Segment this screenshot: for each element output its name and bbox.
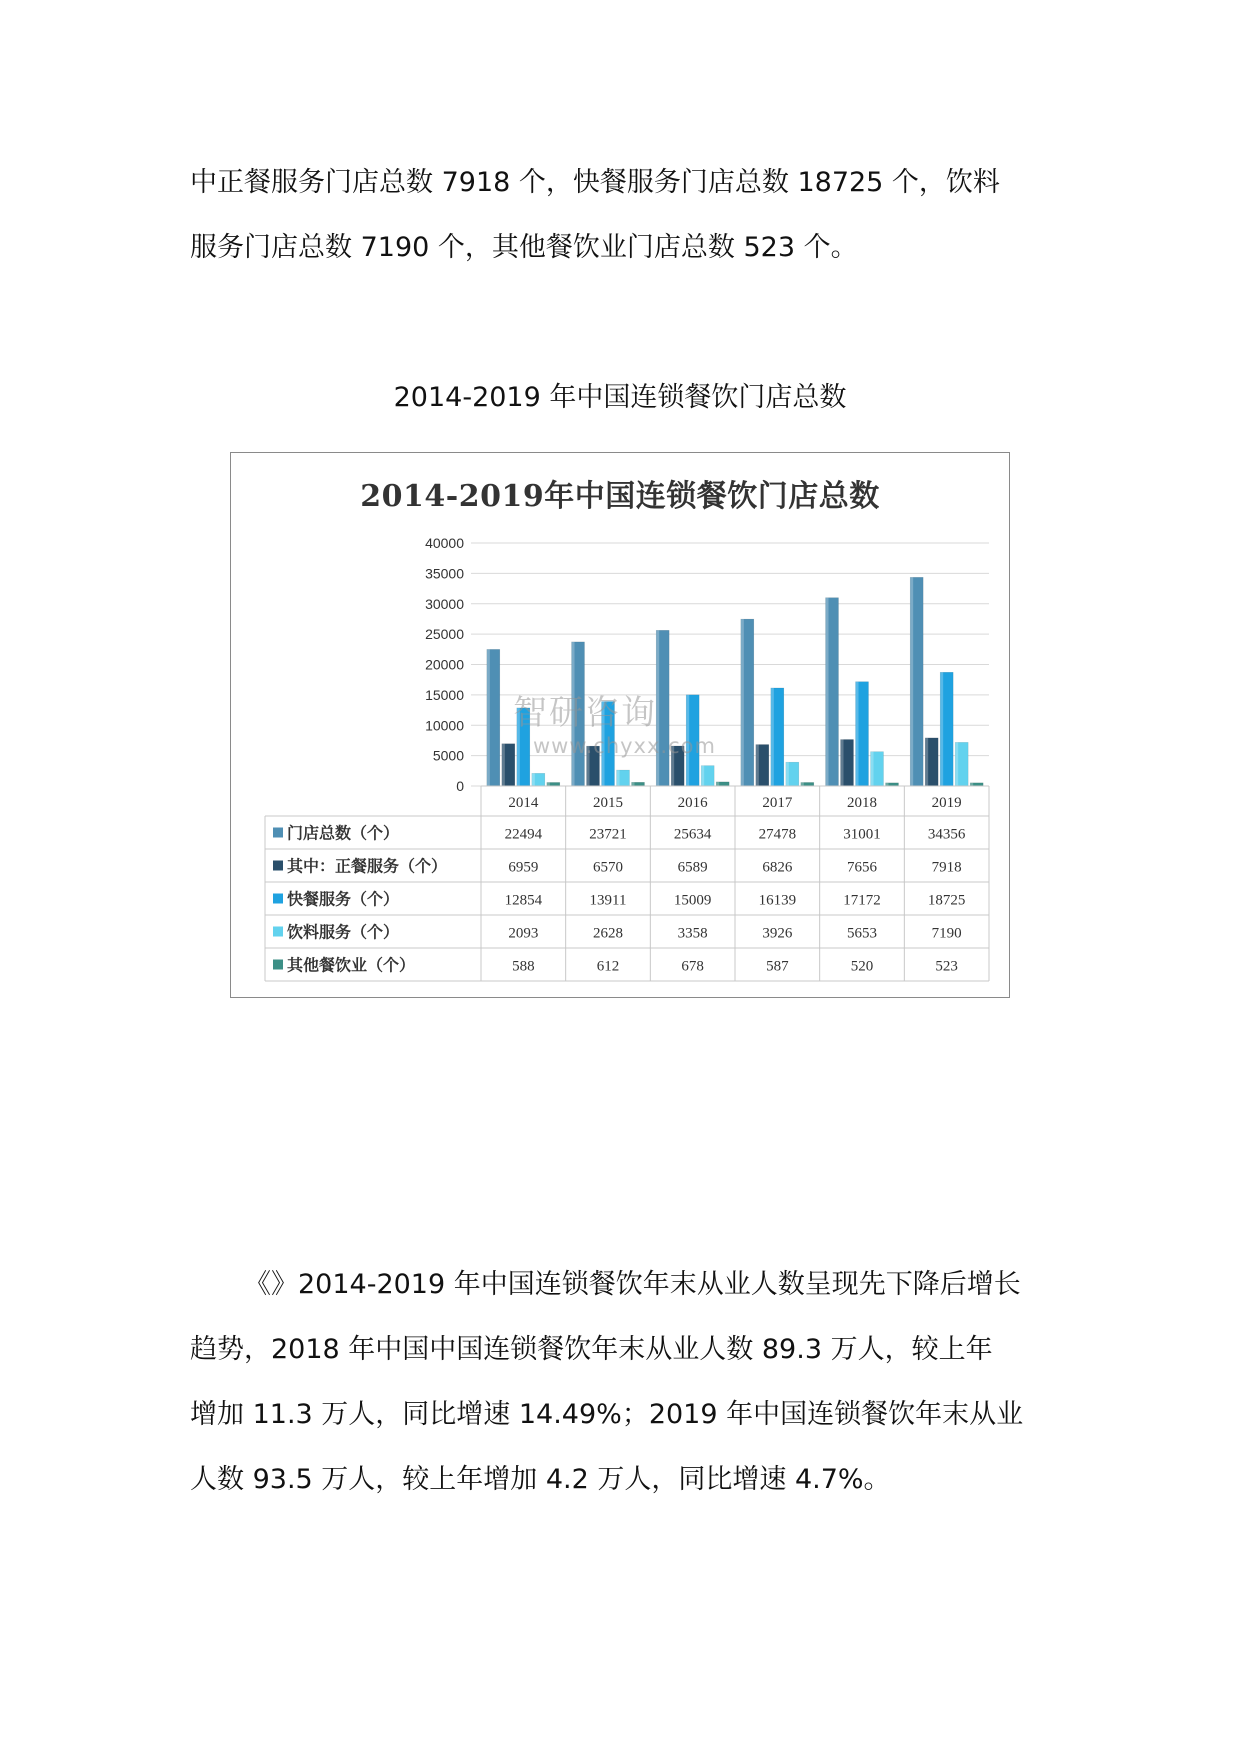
data-label: 5653 — [847, 925, 877, 942]
data-label: 523 — [935, 958, 958, 975]
paragraph-2 — [190, 1252, 1060, 1512]
y-tick-label: 5000 — [432, 747, 464, 764]
legend-key — [273, 960, 283, 970]
data-label: 22494 — [504, 826, 543, 843]
y-tick-label: 10000 — [425, 717, 464, 734]
data-label: 12854 — [504, 892, 543, 909]
data-label: 3358 — [677, 925, 708, 942]
x-tick-label: 2019 — [931, 795, 962, 811]
bar-highlight — [502, 744, 505, 786]
bar-highlight — [826, 598, 829, 786]
data-label: 23721 — [589, 826, 627, 843]
watermark-url: www.chyxx.com — [533, 734, 716, 758]
data-label: 13911 — [589, 892, 627, 909]
bar-highlight — [910, 577, 913, 786]
y-tick-label: 15000 — [425, 686, 464, 703]
data-label: 2628 — [593, 925, 623, 942]
bar-highlight — [856, 682, 859, 786]
data-label: 27478 — [758, 826, 797, 843]
legend-key — [273, 927, 283, 937]
paragraph-line: 服务门店总数 7190 个，其他餐饮业门店总数 523 个。 — [190, 232, 858, 263]
data-label: 7190 — [931, 925, 962, 942]
data-label: 6959 — [508, 859, 539, 876]
data-label: 18725 — [927, 892, 966, 909]
figure-caption: 2014-2019 年中国连锁餐饮门店总数 — [393, 382, 847, 413]
x-tick-label: 2018 — [847, 795, 877, 811]
y-tick-label: 30000 — [425, 595, 464, 612]
data-label: 7918 — [931, 859, 962, 876]
bar-highlight — [871, 752, 874, 786]
legend-label: 其他餐饮业（个） — [287, 955, 416, 975]
legend-label: 快餐服务（个） — [287, 889, 400, 909]
data-label: 6826 — [762, 859, 793, 876]
paragraph-line: 增加 11.3 万人，同比增速 14.49%；2019 年中国连锁餐饮年末从业 — [190, 1399, 1024, 1430]
y-tick-label: 35000 — [425, 565, 464, 582]
bar-highlight — [617, 770, 620, 786]
chart-frame — [230, 452, 1010, 998]
bar-highlight — [716, 782, 719, 786]
legend-label: 门店总数（个） — [287, 823, 400, 843]
bar-highlight — [547, 782, 550, 786]
watermark-logo: 智研咨询 — [513, 693, 657, 733]
data-label: 6570 — [593, 859, 623, 876]
bar-highlight — [925, 738, 928, 786]
bar-highlight — [841, 739, 844, 786]
bar-highlight — [701, 766, 704, 786]
data-label: 16139 — [758, 892, 797, 909]
paragraph-line: 趋势，2018 年中国中国连锁餐饮年末从业人数 89.3 万人，较上年 — [190, 1334, 993, 1365]
legend-key — [273, 894, 283, 904]
x-tick-label: 2015 — [593, 795, 623, 811]
data-label: 587 — [766, 958, 789, 975]
data-label: 2093 — [508, 925, 539, 942]
data-label: 31001 — [843, 826, 881, 843]
data-label: 7656 — [847, 859, 877, 876]
bar-highlight — [741, 619, 744, 786]
y-tick-label: 0 — [456, 778, 464, 794]
y-tick-label: 25000 — [425, 626, 464, 643]
data-label: 34356 — [927, 826, 966, 843]
paragraph-line: 中正餐服务门店总数 7918 个，快餐服务门店总数 18725 个，饮料 — [190, 167, 1000, 198]
paragraph-1 — [190, 150, 1060, 280]
legend-label: 饮料服务（个） — [287, 922, 400, 942]
data-label: 17172 — [843, 892, 881, 909]
data-label: 520 — [850, 958, 874, 975]
paragraph-line: 人数 93.5 万人，较上年增加 4.2 万人，同比增速 4.7%。 — [190, 1464, 891, 1495]
x-tick-label: 2016 — [677, 795, 708, 811]
data-label: 6589 — [677, 859, 708, 876]
x-tick-label: 2014 — [508, 795, 539, 811]
watermark — [513, 685, 716, 758]
data-label: 25634 — [673, 826, 712, 843]
data-label: 612 — [596, 958, 620, 975]
data-label: 3926 — [762, 925, 793, 942]
bar-highlight — [756, 745, 759, 786]
bar-highlight — [771, 688, 774, 786]
x-tick-label: 2017 — [762, 795, 793, 811]
bar-highlight — [632, 782, 635, 786]
legend-key — [273, 828, 283, 838]
bar-highlight — [532, 773, 535, 786]
legend-label: 其中：正餐服务（个） — [287, 856, 448, 876]
chart-title: 2014-2019年中国连锁餐饮门店总数 — [360, 479, 880, 514]
data-label: 678 — [681, 958, 704, 975]
legend-key — [273, 861, 283, 871]
bar-highlight — [955, 742, 958, 786]
bar-highlight — [940, 672, 943, 786]
bar-highlight — [487, 649, 490, 786]
y-tick-label: 20000 — [425, 656, 464, 673]
bar-highlight — [801, 782, 804, 786]
data-label: 15009 — [673, 892, 712, 909]
bar-highlight — [786, 762, 789, 786]
data-label: 588 — [512, 958, 535, 975]
paragraph-line: 《》2014-2019 年中国连锁餐饮年末从业人数呈现先下降后增长 — [244, 1269, 1021, 1300]
y-tick-label: 40000 — [425, 535, 464, 551]
